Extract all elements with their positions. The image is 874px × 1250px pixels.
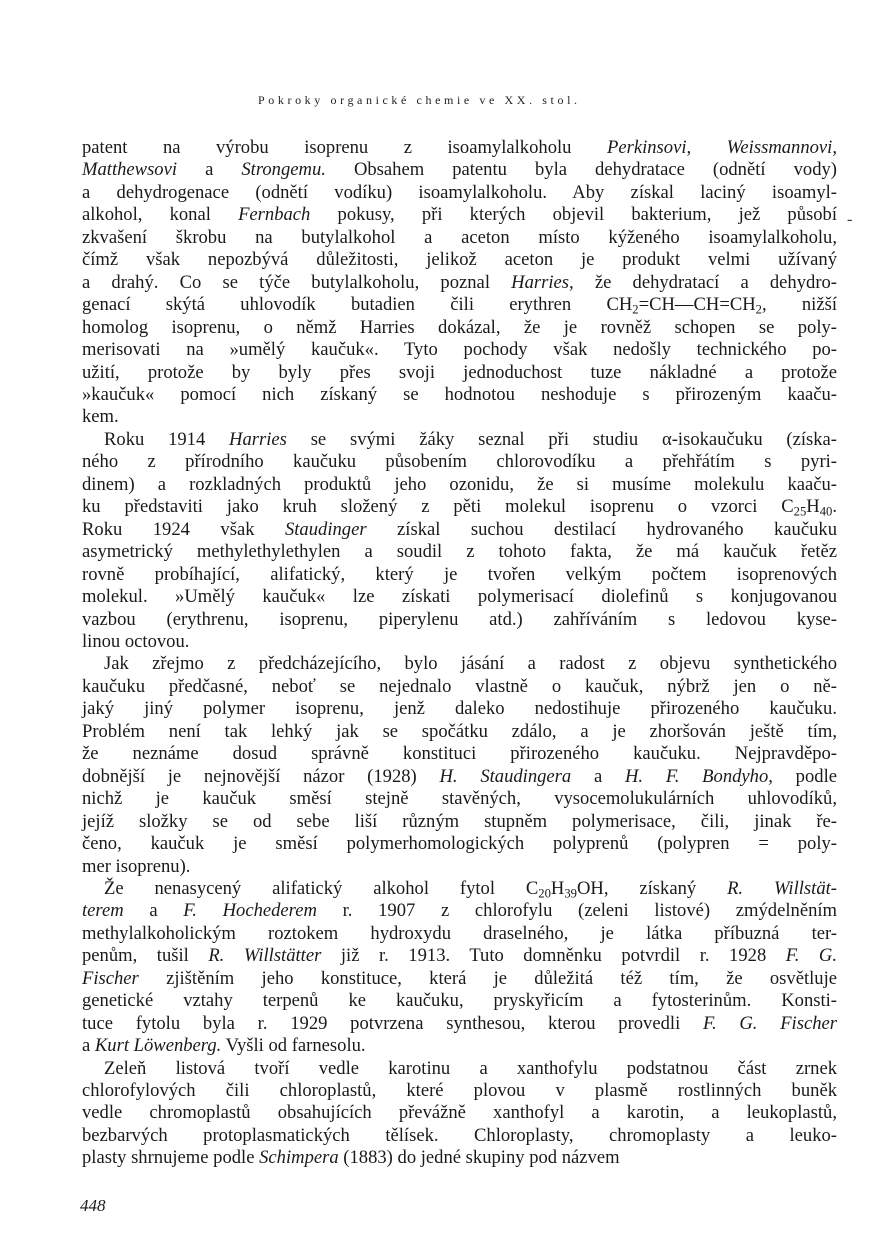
text-run: ku představiti jako kruh složený z pěti molekul isoprenu o vzorci C (82, 496, 794, 518)
text-run: bezbarvých protoplasmatických tělísek. Chloroplasty, chromoplasty a leuko- (82, 1124, 837, 1146)
text-line (82, 990, 837, 1012)
text-run: dobnější je nejnovější názor (1928) (82, 765, 440, 787)
italic-run: Matthewsovi (82, 159, 178, 181)
italic-run: R. Willstät- (727, 877, 837, 899)
text-run: chlorofylových čili chloroplastů, které plovou v plasmě rostlinných buněk (82, 1080, 837, 1102)
text-run: tuce fytolu byla r. 1929 potvrzena synthesou, kterou provedli (82, 1012, 703, 1034)
text-line (82, 362, 837, 384)
text-run: Roku 1924 však (82, 518, 285, 540)
text-line (82, 564, 837, 586)
text-run: H (806, 496, 820, 518)
text-line (82, 698, 837, 720)
text-run: jaký jiný polymer isoprenu, jenž daleko nedostihuje přirozeného kaučuku. (82, 698, 837, 720)
text-run: homolog isoprenu, o němž Harries dokázal, že je rovněž schopen se poly- (82, 316, 837, 338)
text-line (82, 249, 837, 271)
text-run: genací skýtá uhlovodík butadien čili erythren CH (82, 294, 633, 316)
text-line (82, 227, 837, 249)
text-run: , nižší (761, 294, 837, 316)
text-line (82, 923, 837, 945)
text-line (82, 137, 837, 159)
italic-run: H. F. Bondyho, (624, 765, 773, 787)
text-line (82, 272, 837, 294)
italic-run: Staudinger (284, 518, 367, 540)
subscript: 2 (755, 302, 762, 317)
italic-run: terem (82, 900, 124, 922)
italic-run: Kurt Löwenberg. (94, 1035, 222, 1057)
text-run: a drahý. Co se týče butylalkoholu, poznal (82, 271, 512, 293)
text-run: podle (772, 765, 837, 787)
text-line (82, 451, 837, 473)
text-line (82, 878, 837, 900)
paragraph (82, 653, 837, 878)
italic-run: Perkinsovi, Weissmannovi, (606, 137, 837, 158)
text-run: Jak zřejmo z předcházejícího, bylo jásání a radost z objevu synthetického (104, 653, 837, 675)
italic-run: H. Staudingera (439, 765, 572, 787)
text-run: nichž je kaučuk směsí stejně stavěných, vysocemolukulárních uhlovodíků, (82, 788, 837, 810)
text-line (82, 1013, 837, 1035)
text-line (82, 159, 837, 181)
text-run: linou octovou. (82, 630, 190, 652)
text-run: kaučuku předčasné, neboť se nejednalo vlastně o kaučuk, nýbrž jen o ně- (82, 675, 837, 697)
text-line (82, 1058, 837, 1080)
italic-run: F. Hochederem (183, 900, 317, 922)
subscript: 40 (819, 504, 833, 519)
paragraph (82, 1058, 837, 1170)
text-line (82, 204, 837, 226)
text-line (82, 1080, 837, 1102)
italic-run: Fernbach (238, 204, 311, 226)
text-run: OH, získaný (576, 877, 728, 899)
text-line (82, 676, 837, 698)
text-line (82, 900, 837, 922)
text-run: =CH—CH=CH (638, 294, 756, 316)
subscript: 25 (793, 504, 807, 519)
text-line (82, 968, 837, 990)
text-run: a (177, 159, 242, 181)
italic-run: Schimpera (259, 1147, 339, 1169)
text-run: plasty shrnujeme podle (82, 1147, 260, 1169)
text-line (82, 339, 837, 361)
text-line (82, 317, 837, 339)
text-line (82, 766, 837, 788)
text-line (82, 182, 837, 204)
italic-run: Strongemu. (241, 159, 326, 181)
text-run: alkohol, konal (82, 204, 239, 226)
text-run: Roku 1914 (104, 428, 230, 450)
text-line (82, 721, 837, 743)
text-run: zkvašení škrobu na butylalkohol a aceton místo kýženého isoamylalkoholu, (82, 226, 837, 248)
italic-run: Harries, (511, 271, 574, 293)
text-line (82, 586, 837, 608)
text-run: methylalkoholickým roztokem hydroxydu draselného, je látka příbuzná ter- (82, 922, 837, 944)
text-run: ného z přírodního kaučuku působením chlorovodíku a přehřátím s pyri- (82, 451, 837, 473)
text-run: že neznáme dosud správně konstituci přirozeného kaučuku. Nejpravděpo- (82, 743, 837, 765)
text-line (82, 1147, 837, 1169)
text-run: vedle chromoplastů obsahujících převážně xanthofyl a karotin, a leukoplastů, (82, 1102, 837, 1124)
text-run: a (571, 765, 625, 787)
text-line (82, 1035, 837, 1057)
text-run: patent na výrobu isoprenu z isoamylalkoholu (82, 137, 607, 158)
text-run: penům, tušil (82, 945, 209, 967)
text-run: kem. (82, 406, 119, 428)
text-run: genetické vztahy terpenů ke kaučuku, pryskyřicím a fytosterinům. Konsti- (82, 990, 837, 1012)
text-run: že dehydratací a dehydro- (573, 271, 837, 293)
text-run: molekul. »Umělý kaučuk« lze získati polymerisací diolefinů s konjugovanou (82, 586, 837, 608)
text-line (82, 609, 837, 631)
running-head: Pokroky organické chemie ve XX. stol. (258, 93, 581, 107)
paragraph (82, 429, 837, 654)
text-line (82, 1102, 837, 1124)
italic-run: R. Willstätter (208, 945, 322, 967)
text-line (82, 496, 837, 518)
text-line (82, 1125, 837, 1147)
text-run: Zeleň listová tvoří vedle karotinu a xanthofylu podstatnou část zrnek (104, 1057, 837, 1079)
text-line (82, 384, 837, 406)
text-run: asymetrický methylethylethylen a soudil z tohoto fakta, že má kaučuk řetěz (82, 541, 837, 563)
paragraph (82, 137, 837, 429)
text-line (82, 945, 837, 967)
text-run: Že nenasycený alifatický alkohol fytol C (104, 877, 539, 899)
text-run: . (832, 496, 837, 518)
text-run: »kaučuk« pomocí nich získaný se hodnotou neshoduje s přirozeným kaaču- (82, 383, 837, 405)
text-run: r. 1907 z chlorofylu (zeleni listové) zmýdelněním (316, 900, 837, 922)
text-line (82, 631, 837, 653)
text-run: merisovati na »umělý kaučuk«. Tyto pochody však nedošly technického po- (82, 339, 837, 361)
text-run: jejíž složky se od sebe liší různým stupněm polymerisace, čili, jinak ře- (82, 810, 837, 832)
text-run: H (550, 877, 565, 899)
text-run: vazbou (erythrenu, isoprenu, piperylenu atd.) zahříváním s ledovou kyse- (82, 608, 837, 630)
subscript: 39 (564, 886, 577, 901)
text-line (82, 519, 837, 541)
text-run: čímž však nepozbývá důležitosti, jelikož aceton je produkt velmi užívaný (82, 249, 837, 271)
text-run: Problém není tak lehký jak se spočátku zdálo, a je zhoršován ještě tím, (82, 720, 837, 742)
body-text (82, 137, 837, 1170)
page-number: 448 (80, 1196, 106, 1215)
text-line (82, 788, 837, 810)
italic-run: Harries (229, 428, 287, 450)
text-line (82, 541, 837, 563)
text-run: rovně probíhající, alifatický, který je tvořen velkým počtem isoprenových (82, 563, 837, 585)
text-line (82, 474, 837, 496)
text-line (82, 811, 837, 833)
margin-mark: - (847, 211, 853, 228)
text-run: a (123, 900, 184, 922)
paragraph (82, 878, 837, 1058)
text-run: a (82, 1035, 95, 1057)
text-run: pokusy, při kterých objevil bakterium, jež působí (310, 204, 837, 226)
subscript: 20 (538, 886, 551, 901)
text-run: zjištěním jeho konstituce, která je důležitá též tím, že osvětluje (138, 967, 837, 989)
text-line (82, 856, 837, 878)
text-run: čeno, kaučuk je směsí polymerhomologických polyprenů (polypren = poly- (82, 833, 837, 855)
text-run: se svými žáky seznal při studiu α-isokaučuku (získa- (286, 428, 837, 450)
text-run: Vyšli od farnesolu. (221, 1035, 366, 1057)
text-line (82, 406, 837, 428)
text-run: (1883) do jedné skupiny pod názvem (338, 1147, 620, 1169)
text-line (82, 294, 837, 316)
text-line (82, 653, 837, 675)
text-line (82, 743, 837, 765)
italic-run: Fischer (82, 967, 139, 989)
italic-run: F. G. Fischer (703, 1012, 837, 1034)
text-run: již r. 1913. Tuto domněnku potvrdil r. 1928 (321, 945, 786, 967)
text-run: Obsahem patentu byla dehydratace (odnětí vody) (325, 159, 837, 181)
text-run: a dehydrogenace (odnětí vodíku) isoamylalkoholu. Aby získal laciný isoamyl- (82, 181, 837, 203)
text-run: mer isoprenu). (82, 855, 191, 877)
italic-run: F. G. (785, 945, 837, 967)
text-run: získal suchou destilací hydrovaného kaučuku (366, 518, 837, 540)
text-line (82, 429, 837, 451)
text-run: užití, protože by byly přes svoji jednoduchost tuze nákladné a protože (82, 361, 837, 383)
text-line (82, 833, 837, 855)
subscript: 2 (632, 302, 639, 317)
text-run: dinem) a rozkladných produktů jeho ozonidu, že si musíme molekulu kaaču- (82, 473, 837, 495)
